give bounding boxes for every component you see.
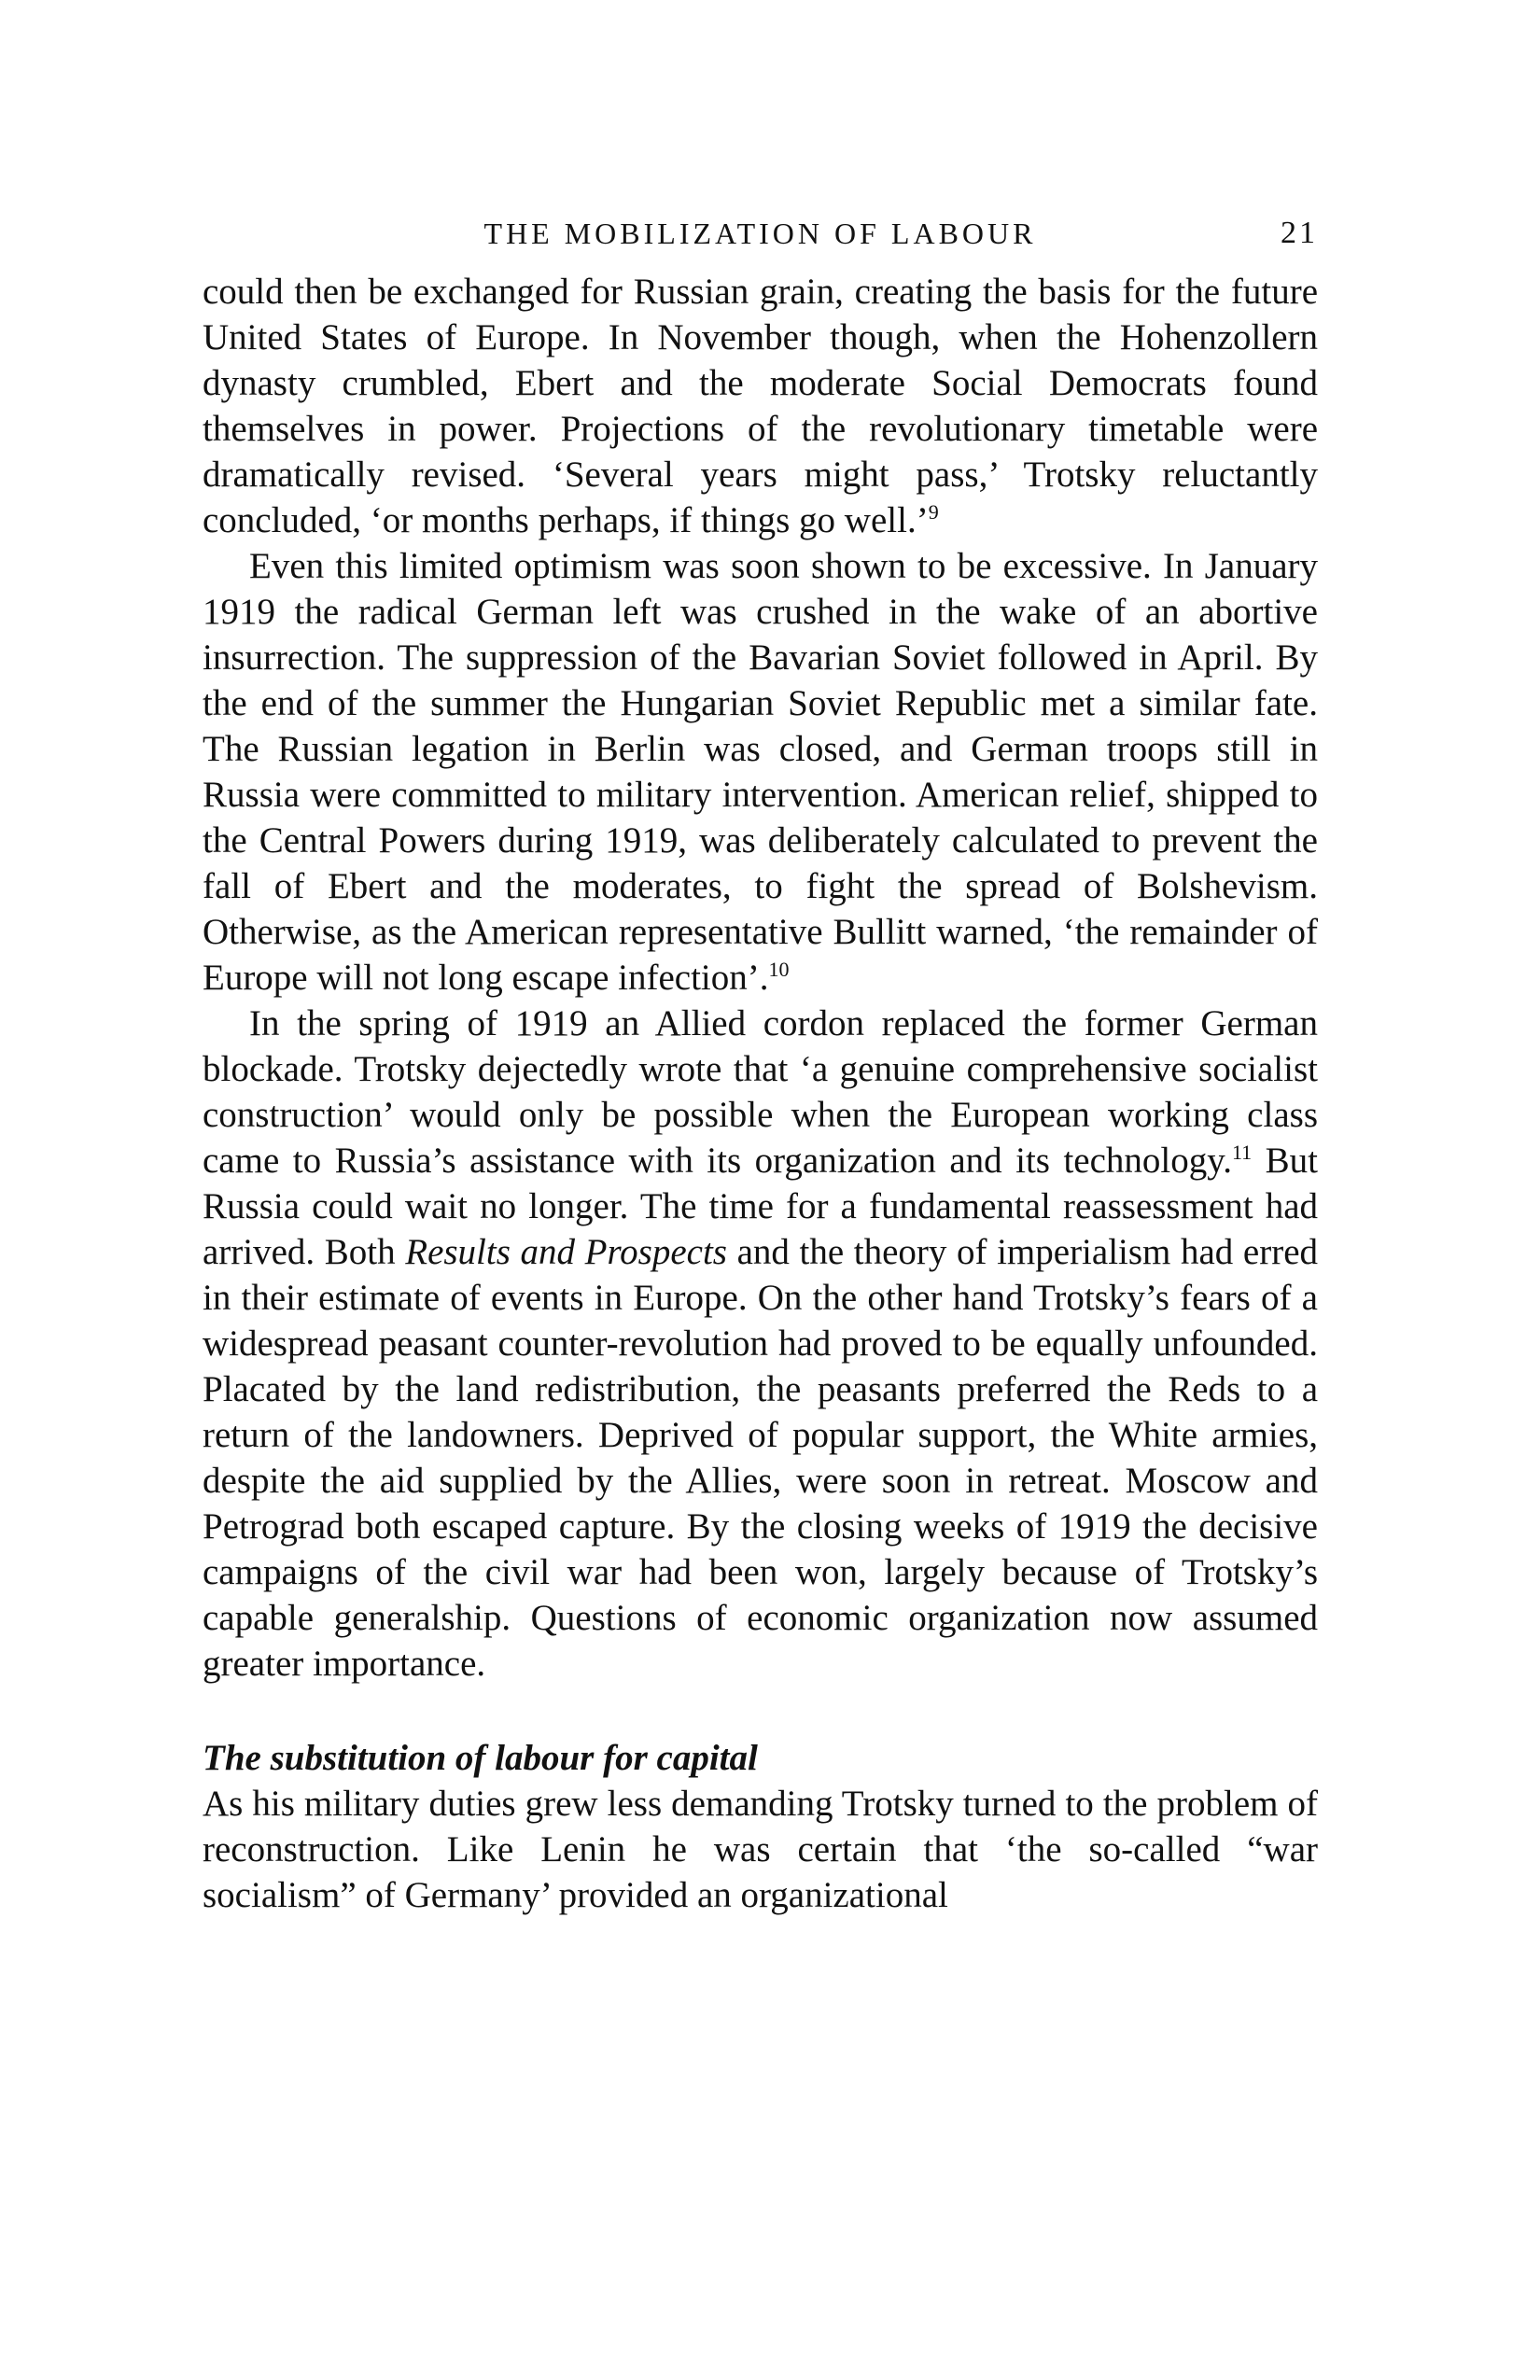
paragraph-2 bbox=[203, 543, 1318, 1001]
running-head bbox=[203, 213, 1318, 254]
footnote-ref-9: 9 bbox=[928, 500, 939, 524]
book-title-results-and-prospects: Results and Prospects bbox=[405, 1232, 727, 1272]
footnote-ref-10: 10 bbox=[768, 958, 790, 981]
paragraph-3-text-c: and the theory of imperialism had erred in their estimate of events in Europe. On the other hand Trotsky’s fears of a widespread peasant counter-revolution had proved to be equally unfounded. Placated by the land redistribution, the peasants preferred the Reds to a return of the landowners. Deprived of popular support, the White armies, despite the aid supplied by the Allies, were soon in retreat. Moscow and Petrograd both escaped capture. By the closing weeks of 1919 the decisive campaigns of the civil war had been won, largely because of Trotsky’s capable generalship. Questions of economic organization now assumed greater importance. bbox=[203, 1232, 1318, 1684]
paragraph-4-text: As his military duties grew less demanding Trotsky turned to the problem of reconstruction. Like Lenin he was certain that ‘the so-called “war socialism” of Germany’ provided an organizational bbox=[203, 1784, 1318, 1915]
footnote-ref-11: 11 bbox=[1231, 1141, 1253, 1164]
paragraph-1 bbox=[203, 269, 1318, 543]
paragraph-4 bbox=[203, 1781, 1318, 1918]
body-text bbox=[203, 269, 1318, 1918]
paragraph-3-text-b: But Russia could wait no longer. The time for a fundamental reassessment had arrived. Both bbox=[203, 1141, 1319, 1272]
paragraph-3-text-a: In the spring of 1919 an Allied cordon replaced the former German blockade. Trotsky dejectedly wrote that ‘a genuine comprehensive socialist construction’ would only be possible when the European working class came to Russia’s assistance with its organization and its technology. bbox=[203, 1003, 1318, 1181]
section-heading: The substitution of labour for capital bbox=[203, 1738, 758, 1778]
paragraph-2-text: Even this limited optimism was soon shown to be excessive. In January 1919 the radical German left was crushed in the wake of an abortive insurrection. The suppression of the Bavarian Soviet followed in April. By the end of the summer the Hungarian Soviet Republic met a similar fate. The Russian legation in Berlin was closed, and German troops still in Russia were committed to military intervention. American relief, shipped to the Central Powers during 1919, was deliberately calculated to prevent the fall of Ebert and the moderates, to fight the spread of Bolshevism. Otherwise, as the American representative Bullitt warned, ‘the remainder of Europe will not long escape infection’. bbox=[203, 546, 1318, 998]
paragraph-3 bbox=[203, 1001, 1318, 1687]
page-number: 21 bbox=[1281, 216, 1318, 250]
running-title: THE MOBILIZATION OF LABOUR bbox=[483, 217, 1037, 250]
paragraph-1-text: could then be exchanged for Russian grain, creating the basis for the future United States of Europe. In November though, when the Hohenzollern dynasty crumbled, Ebert and the moderate Social Democrats found themselves in power. Projections of the revolutionary timetable were dramatically revised. ‘Several years might pass,’ Trotsky reluctantly concluded, ‘or months perhaps, if things go well.’ bbox=[203, 272, 1318, 540]
